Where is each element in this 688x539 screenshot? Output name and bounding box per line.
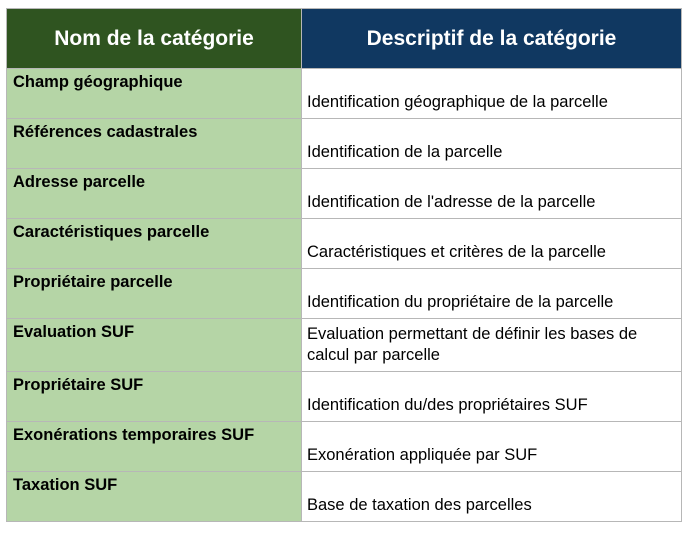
table-row [7,269,682,319]
table-row [7,219,682,269]
category-name-cell: Caractéristiques parcelle [7,219,302,269]
category-description-cell: Identification de la parcelle [302,119,682,169]
category-description-cell: Evaluation permettant de définir les bases de calcul par parcelle [302,319,682,372]
category-name-cell: Champ géographique [7,69,302,119]
category-description-cell: Caractéristiques et critères de la parcelle [302,219,682,269]
header-category-name: Nom de la catégorie [7,9,302,69]
category-table [6,8,682,522]
table-row [7,119,682,169]
category-name-cell: Propriétaire SUF [7,372,302,422]
category-description-cell: Exonération appliquée par SUF [302,422,682,472]
category-description-cell: Identification du/des propriétaires SUF [302,372,682,422]
category-description-cell: Identification du propriétaire de la parcelle [302,269,682,319]
table-row [7,422,682,472]
table-row [7,472,682,522]
table-body [7,69,682,522]
category-name-cell: Références cadastrales [7,119,302,169]
table-row [7,372,682,422]
category-name-cell: Propriétaire parcelle [7,269,302,319]
category-name-cell: Taxation SUF [7,472,302,522]
category-description-cell: Identification géographique de la parcelle [302,69,682,119]
table-row [7,69,682,119]
category-description-cell: Base de taxation des parcelles [302,472,682,522]
header-category-description: Descriptif de la catégorie [302,9,682,69]
header-row [7,9,682,69]
table-header [7,9,682,69]
category-name-cell: Evaluation SUF [7,319,302,372]
category-description-cell: Identification de l'adresse de la parcelle [302,169,682,219]
category-name-cell: Exonérations temporaires SUF [7,422,302,472]
category-name-cell: Adresse parcelle [7,169,302,219]
table-row [7,169,682,219]
table-row [7,319,682,372]
